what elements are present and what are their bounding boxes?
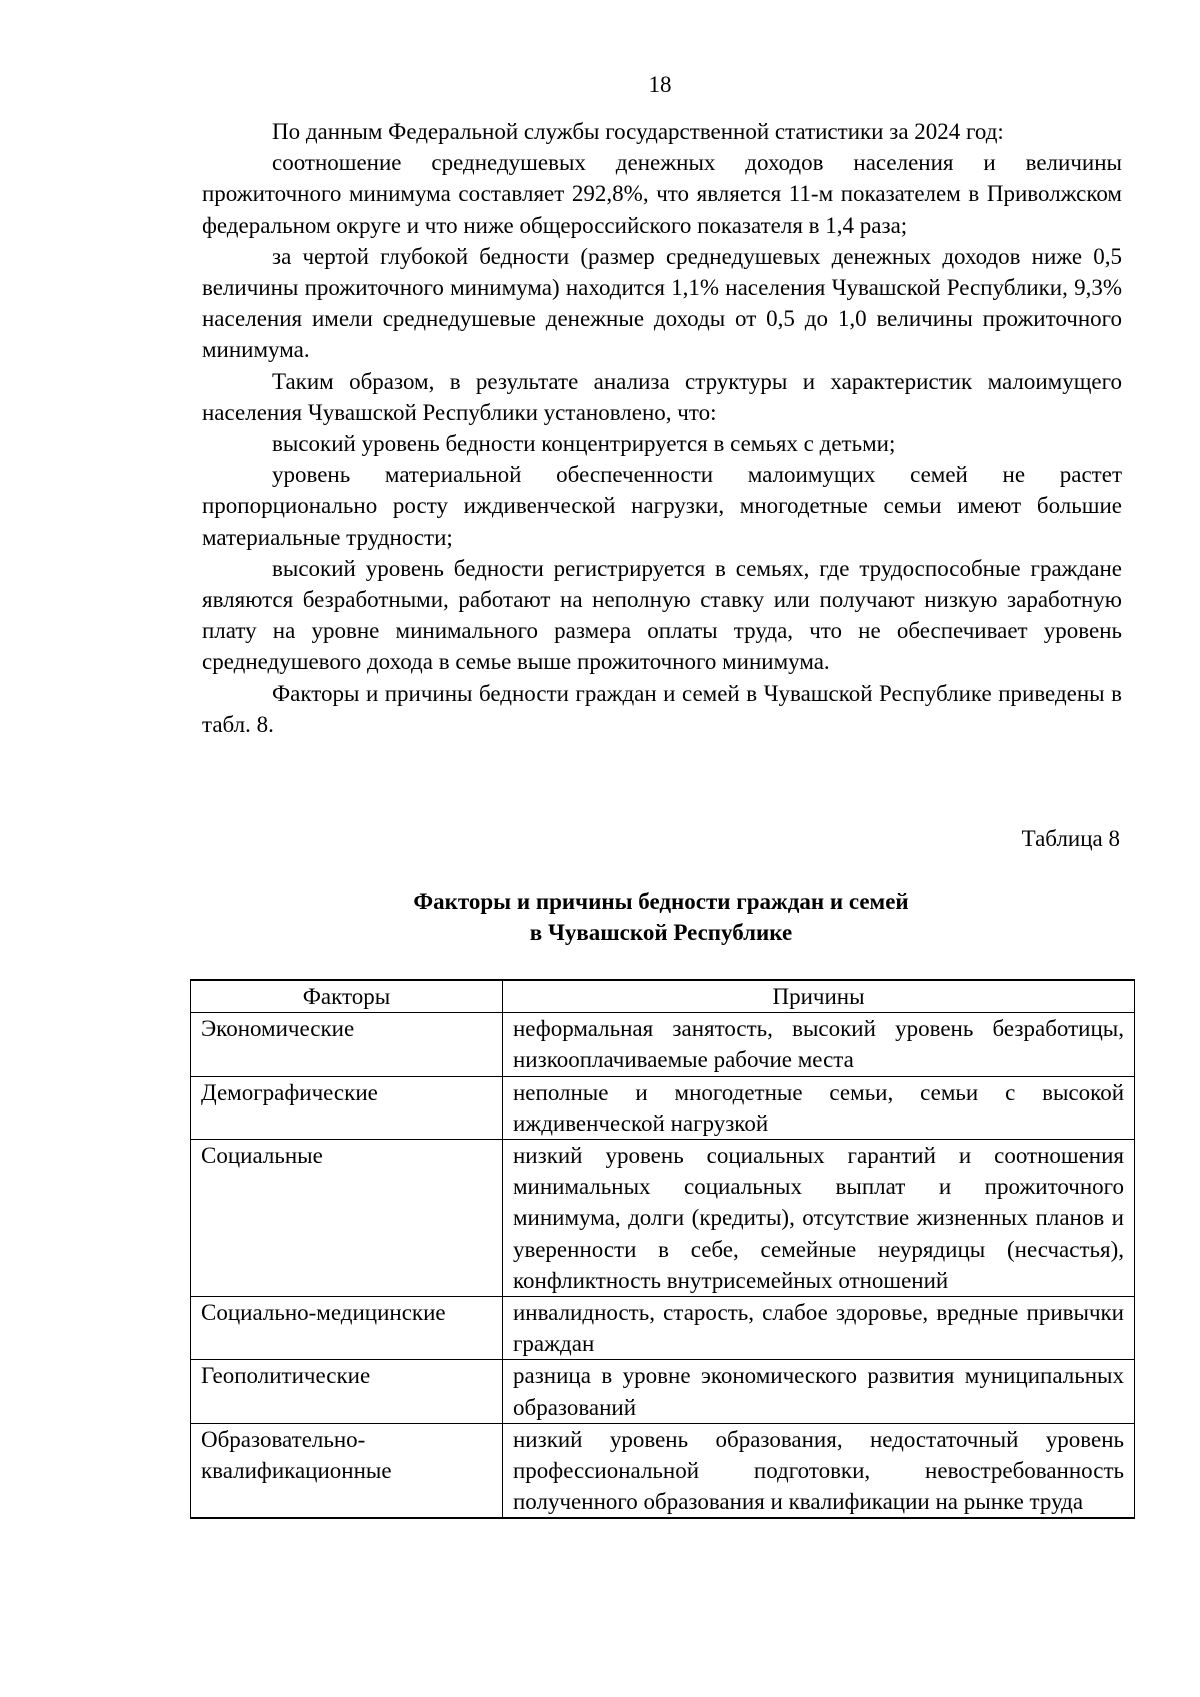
- table-row: [191, 1013, 1135, 1076]
- table-caption: Таблица 8: [1021, 826, 1120, 851]
- table-title: [202, 886, 1120, 948]
- paragraph: По данным Федеральной службы государственной статистики за 2024 год:: [272, 119, 1004, 144]
- factor-cell: Демографические: [191, 1076, 503, 1139]
- paragraph: высокий уровень бедности концентрируется в семьях с детьми;: [272, 431, 896, 457]
- table-row: [191, 1076, 1135, 1139]
- paragraph: соотношение среднедушевых денежных доходов населения и величины прожиточного минимума составляет 292,8%, что является 11-м показателем в Приволжском федеральном округе и что ниже общероссийского показателя в 1,4 раза;: [202, 150, 1122, 238]
- table-row: [191, 1140, 1135, 1297]
- header-reasons: Причины: [503, 980, 1135, 1013]
- reason-cell: низкий уровень социальных гарантий и соотношения минимальных социальных выплат и прожиточного минимума, долги (кредиты), отсутствие жизненных планов и уверенности в себе, семейные неурядицы (несчастья), конфликтность внутрисемейных отношений: [503, 1140, 1135, 1297]
- factor-line: квалификационные: [201, 1458, 392, 1484]
- reason-cell: разница в уровне экономического развития муниципальных образований: [503, 1360, 1135, 1423]
- paragraph: Факторы и причины бедности граждан и семей в Чувашской Республике приведены в табл. 8.: [202, 680, 1122, 737]
- paragraph: высокий уровень бедности регистрируется в семьях, где трудоспособные граждане являются безработными, работают на неполную ставку или получают низкую заработную плату на уровне минимального размера оплаты труда, что не обеспечивает уровень среднедушевого дохода в семье выше прожиточного минимума.: [202, 555, 1122, 675]
- page-number: 18: [648, 72, 672, 97]
- reason-cell: неформальная занятость, высокий уровень безработицы, низкооплачиваемые рабочие места: [503, 1013, 1135, 1076]
- factor-cell: Социальные: [191, 1140, 503, 1297]
- table-title-line: Факторы и причины бедности граждан и семей: [413, 889, 909, 914]
- factors-table: [190, 979, 1135, 1519]
- paragraph: Таким образом, в результате анализа структуры и характеристик малоимущего населения Чувашской Республики установлено, что:: [202, 368, 1122, 425]
- factor-cell: Социально-медицинские: [191, 1297, 503, 1360]
- table-title-line: в Чувашской Республике: [529, 920, 793, 945]
- table-row: [191, 1360, 1135, 1423]
- factor-cell: [191, 1423, 503, 1518]
- factor-cell: Экономические: [191, 1013, 503, 1076]
- table-row: [191, 1297, 1135, 1360]
- reason-cell: низкий уровень образования, недостаточный уровень профессиональной подготовки, невостребованность полученного образования и квалификации на рынке труда: [503, 1423, 1135, 1518]
- factor-line: Образовательно-: [201, 1426, 366, 1452]
- paragraph: уровень материальной обеспеченности малоимущих семей не растет пропорционально росту иждивенческой нагрузки, многодетные семьи имеют большие материальные трудности;: [202, 462, 1122, 550]
- reason-cell: неполные и многодетные семьи, семьи с высокой иждивенческой нагрузкой: [503, 1076, 1135, 1139]
- reason-cell: инвалидность, старость, слабое здоровье, вредные привычки граждан: [503, 1297, 1135, 1360]
- table-header-row: [191, 980, 1135, 1013]
- body-text: [202, 116, 1122, 740]
- factor-cell: Геополитические: [191, 1360, 503, 1423]
- paragraph: за чертой глубокой бедности (размер среднедушевых денежных доходов ниже 0,5 величины прожиточного минимума) находится 1,1% населения Чувашской Республики, 9,3% населения имели среднедушевые денежные доходы от 0,5 до 1,0 величины прожиточного минимума.: [202, 243, 1122, 363]
- table-row: [191, 1423, 1135, 1518]
- header-factors: Факторы: [191, 980, 503, 1013]
